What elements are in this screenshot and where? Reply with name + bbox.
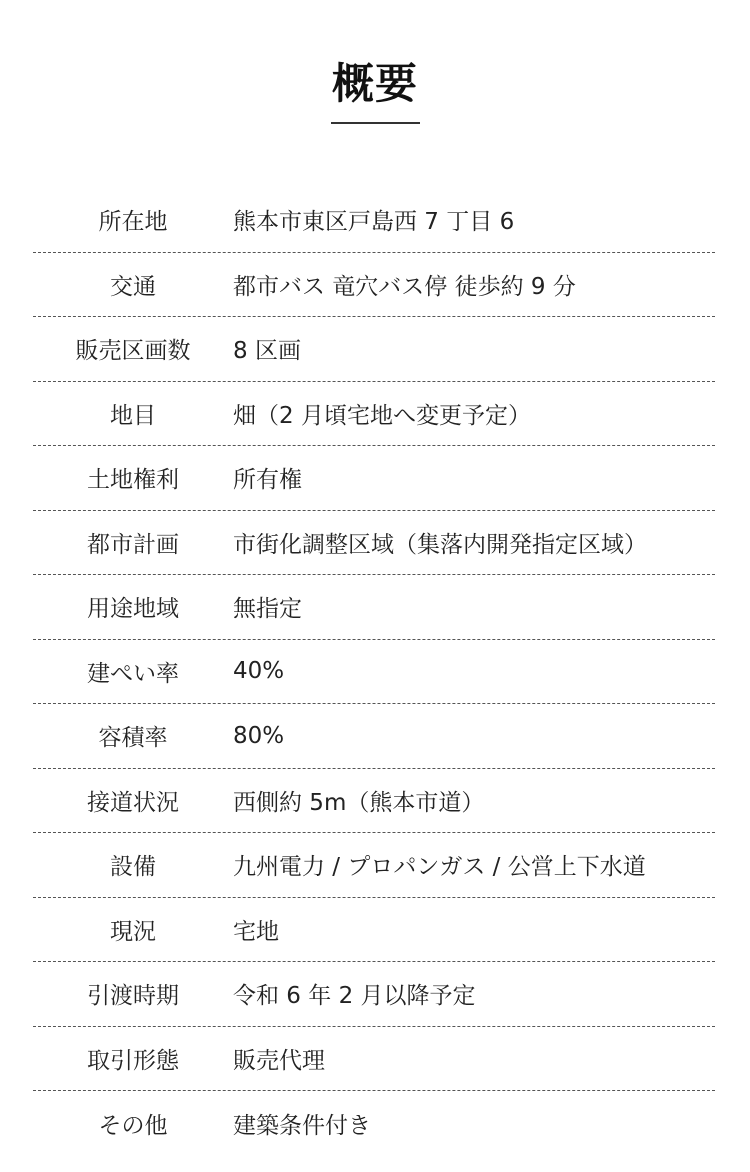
row-value: 西側約 5m（熊本市道）: [233, 789, 485, 816]
row-label: 交通: [110, 273, 156, 300]
row-label: 設備: [110, 854, 156, 881]
table-row: [33, 833, 715, 898]
row-label: 現況: [110, 918, 156, 945]
row-value: 無指定: [233, 596, 302, 623]
row-label: 用途地域: [87, 596, 179, 623]
row-label: 容積率: [98, 725, 168, 752]
row-value: 80%: [233, 722, 285, 749]
table-row: [33, 1027, 715, 1092]
row-label: その他: [98, 1112, 168, 1139]
table-row: [33, 575, 715, 640]
row-value: 所有権: [233, 467, 302, 494]
row-value: 都市バス 竜穴バス停 徒歩約 9 分: [233, 273, 576, 300]
row-value: 令和 6 年 2 月以降予定: [233, 983, 476, 1010]
row-value: 建築条件付き: [233, 1112, 371, 1139]
table-row: [33, 253, 715, 318]
row-label: 取引形態: [87, 1047, 179, 1074]
overview-table: [33, 188, 715, 1156]
row-label: 建ぺい率: [87, 660, 179, 687]
row-value: 販売代理: [233, 1047, 325, 1074]
row-label: 接道状況: [87, 789, 179, 816]
row-label: 所在地: [98, 209, 168, 236]
page-title: 概要: [331, 59, 418, 108]
title-underline: [331, 122, 420, 124]
row-value: 市街化調整区域（集落内開発指定区域）: [233, 531, 647, 558]
table-row: [33, 382, 715, 447]
table-row: [33, 511, 715, 576]
table-row: [33, 317, 715, 382]
table-row: [33, 704, 715, 769]
table-row: [33, 640, 715, 705]
row-label: 地目: [110, 402, 156, 429]
row-label: 都市計画: [87, 531, 179, 558]
table-row: [33, 962, 715, 1027]
table-row: [33, 446, 715, 511]
row-value: 九州電力 / プロパンガス / 公営上下水道: [233, 854, 646, 881]
row-value: 8 区画: [233, 338, 301, 365]
table-row: [33, 188, 715, 253]
row-value: 宅地: [233, 918, 279, 945]
row-label: 引渡時期: [87, 983, 179, 1010]
row-value: 40%: [233, 658, 285, 685]
row-value: 畑（2 月頃宅地へ変更予定）: [233, 402, 531, 429]
table-row: [33, 769, 715, 834]
row-label: 販売区画数: [75, 338, 191, 365]
table-row: [33, 1091, 715, 1156]
table-row: [33, 898, 715, 963]
row-label: 土地権利: [87, 467, 179, 494]
row-value: 熊本市東区戸島西 7 丁目 6: [233, 209, 515, 236]
